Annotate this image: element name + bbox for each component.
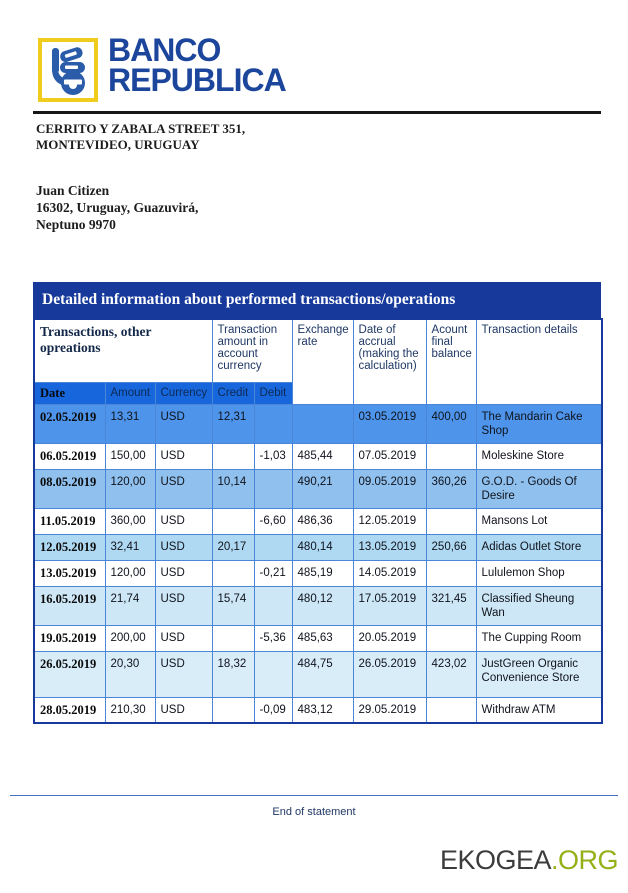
cell-exchange-rate: 486,36	[292, 508, 353, 534]
cell-currency: USD	[155, 586, 212, 625]
transactions-table	[33, 318, 603, 724]
cell-details: The Mandarin Cake Shop	[476, 404, 602, 443]
cell-credit: 15,74	[212, 586, 254, 625]
cell-date: 19.05.2019	[34, 625, 105, 651]
bank-name	[108, 32, 286, 98]
end-of-statement: End of statement	[272, 806, 356, 818]
cell-date: 13.05.2019	[34, 560, 105, 586]
cell-final-balance	[426, 697, 476, 723]
table-row	[34, 534, 602, 560]
cell-credit	[212, 443, 254, 469]
cell-exchange-rate: 484,75	[292, 651, 353, 697]
cell-exchange-rate: 480,14	[292, 534, 353, 560]
cell-amount: 20,30	[105, 651, 155, 697]
cell-final-balance: 360,26	[426, 469, 476, 508]
cell-accrual-date: 20.05.2019	[353, 625, 426, 651]
section-title: Detailed information about performed transactions/operations	[33, 282, 601, 318]
cell-accrual-date: 26.05.2019	[353, 651, 426, 697]
cell-final-balance: 250,66	[426, 534, 476, 560]
bank-logo-icon	[45, 45, 91, 95]
table-row	[34, 508, 602, 534]
cell-final-balance: 400,00	[426, 404, 476, 443]
cell-date: 28.05.2019	[34, 697, 105, 723]
cell-final-balance	[426, 443, 476, 469]
ekogea-logo-name: EKOGEA	[439, 845, 551, 875]
subheader-currency: Currency	[155, 382, 212, 404]
cell-date: 16.05.2019	[34, 586, 105, 625]
cell-accrual-date: 03.05.2019	[353, 404, 426, 443]
cell-details: Withdraw ATM	[476, 697, 602, 723]
table-row	[34, 404, 602, 443]
table-row	[34, 469, 602, 508]
cell-amount: 360,00	[105, 508, 155, 534]
cell-final-balance: 321,45	[426, 586, 476, 625]
cell-exchange-rate	[292, 404, 353, 443]
cell-debit: -0,09	[254, 697, 292, 723]
bank-address-line2: MONTEVIDEO, URUGUAY	[36, 137, 200, 152]
cell-date: 08.05.2019	[34, 469, 105, 508]
cell-details: JustGreen Organic Convenience Store	[476, 651, 602, 697]
header-divider	[33, 111, 601, 114]
cell-accrual-date: 29.05.2019	[353, 697, 426, 723]
cell-credit	[212, 625, 254, 651]
cell-credit: 20,17	[212, 534, 254, 560]
cell-details: Classified Sheung Wan	[476, 586, 602, 625]
bank-address-line1: CERRITO Y ZABALA STREET 351,	[36, 121, 246, 136]
cell-details: G.O.D. - Goods Of Desire	[476, 469, 602, 508]
cell-accrual-date: 07.05.2019	[353, 443, 426, 469]
cell-debit	[254, 534, 292, 560]
cell-accrual-date: 14.05.2019	[353, 560, 426, 586]
footer-divider	[10, 795, 618, 796]
subheader-credit: Credit	[212, 382, 254, 404]
cell-date: 06.05.2019	[34, 443, 105, 469]
cell-details: Mansons Lot	[476, 508, 602, 534]
cell-debit: -5,36	[254, 625, 292, 651]
header-accrual-date: Date of accrual (making the calculation)	[353, 319, 426, 404]
cell-amount: 210,30	[105, 697, 155, 723]
cell-accrual-date: 09.05.2019	[353, 469, 426, 508]
cell-amount: 150,00	[105, 443, 155, 469]
subheader-debit: Debit	[254, 382, 292, 404]
table-row	[34, 625, 602, 651]
cell-final-balance	[426, 560, 476, 586]
cell-amount: 32,41	[105, 534, 155, 560]
cell-debit: -1,03	[254, 443, 292, 469]
header-amount-group: Transaction amount in account currency	[212, 319, 292, 382]
header-exchange-rate: Exchange rate	[292, 319, 353, 404]
cell-currency: USD	[155, 534, 212, 560]
cell-currency: USD	[155, 651, 212, 697]
bank-address	[36, 121, 245, 153]
cell-currency: USD	[155, 560, 212, 586]
cell-debit	[254, 586, 292, 625]
cell-accrual-date: 13.05.2019	[353, 534, 426, 560]
customer-address-line2: Neptuno 9970	[36, 217, 116, 232]
cell-credit: 18,32	[212, 651, 254, 697]
cell-final-balance	[426, 508, 476, 534]
cell-debit	[254, 404, 292, 443]
ekogea-logo-tld: .ORG	[550, 845, 618, 875]
cell-date: 11.05.2019	[34, 508, 105, 534]
transactions-section	[33, 282, 601, 724]
customer-name: Juan Citizen	[36, 183, 110, 198]
cell-exchange-rate: 480,12	[292, 586, 353, 625]
subheader-amount: Amount	[105, 382, 155, 404]
cell-amount: 120,00	[105, 469, 155, 508]
cell-details: Adidas Outlet Store	[476, 534, 602, 560]
cell-credit	[212, 560, 254, 586]
cell-amount: 13,31	[105, 404, 155, 443]
cell-accrual-date: 17.05.2019	[353, 586, 426, 625]
cell-amount: 21,74	[105, 586, 155, 625]
cell-exchange-rate: 483,12	[292, 697, 353, 723]
cell-exchange-rate: 485,44	[292, 443, 353, 469]
cell-exchange-rate: 485,19	[292, 560, 353, 586]
cell-final-balance	[426, 625, 476, 651]
table-row	[34, 586, 602, 625]
cell-credit	[212, 697, 254, 723]
cell-date: 12.05.2019	[34, 534, 105, 560]
customer-address-line1: 16302, Uruguay, Guazuvirá,	[36, 200, 199, 215]
ekogea-logo	[440, 845, 618, 876]
cell-credit: 12,31	[212, 404, 254, 443]
cell-credit: 10,14	[212, 469, 254, 508]
cell-currency: USD	[155, 404, 212, 443]
cell-credit	[212, 508, 254, 534]
cell-date: 26.05.2019	[34, 651, 105, 697]
cell-currency: USD	[155, 508, 212, 534]
cell-currency: USD	[155, 469, 212, 508]
bank-logo	[38, 38, 98, 102]
cell-final-balance: 423,02	[426, 651, 476, 697]
table-row	[34, 560, 602, 586]
cell-exchange-rate: 490,21	[292, 469, 353, 508]
cell-date: 02.05.2019	[34, 404, 105, 443]
bank-name-line2: REPUBLICA	[108, 62, 286, 98]
cell-debit: -6,60	[254, 508, 292, 534]
header-details: Transaction details	[476, 319, 602, 404]
cell-details: Lululemon Shop	[476, 560, 602, 586]
cell-details: Moleskine Store	[476, 443, 602, 469]
header-transactions: Transactions, other opreations	[34, 319, 212, 382]
table-row	[34, 651, 602, 697]
cell-exchange-rate: 485,63	[292, 625, 353, 651]
cell-debit: -0,21	[254, 560, 292, 586]
cell-debit	[254, 651, 292, 697]
cell-accrual-date: 12.05.2019	[353, 508, 426, 534]
cell-amount: 200,00	[105, 625, 155, 651]
cell-currency: USD	[155, 625, 212, 651]
cell-amount: 120,00	[105, 560, 155, 586]
table-header-row	[34, 319, 602, 382]
cell-debit	[254, 469, 292, 508]
header-final-balance: Acount final balance	[426, 319, 476, 404]
table-row	[34, 443, 602, 469]
customer-block	[36, 182, 198, 233]
bank-name-line1: BANCO	[108, 32, 221, 68]
subheader-date: Date	[34, 382, 105, 404]
cell-currency: USD	[155, 443, 212, 469]
cell-currency: USD	[155, 697, 212, 723]
cell-details: The Cupping Room	[476, 625, 602, 651]
table-row	[34, 697, 602, 723]
